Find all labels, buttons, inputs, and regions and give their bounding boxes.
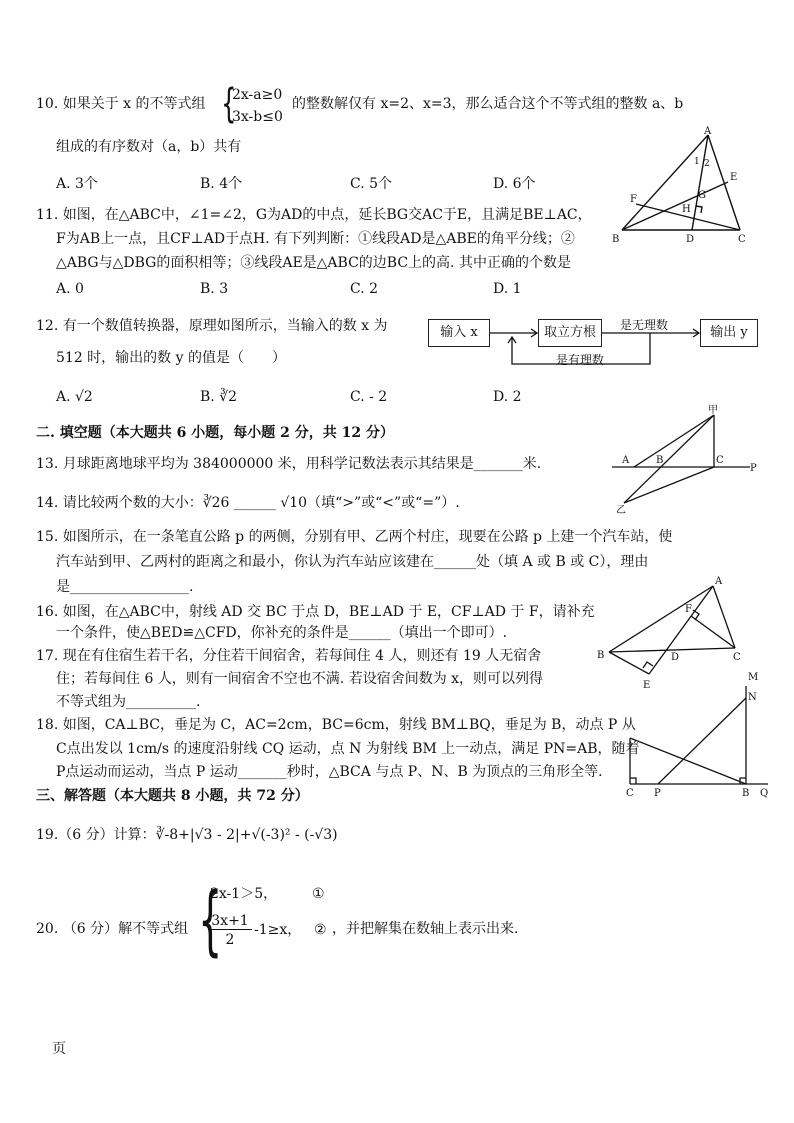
q10-ineq-1: 2x-a≥0: [232, 87, 283, 103]
q11-label-b: B: [612, 234, 620, 245]
q10-option-a: A. 3个: [56, 176, 98, 192]
flow-rational-label: 是有理数: [556, 353, 605, 367]
flow-output-box: 输出 y: [700, 319, 758, 347]
q20-mark-2: ②: [314, 922, 327, 938]
q18-label-m: M: [748, 672, 759, 683]
q16-label-c: C: [733, 652, 741, 663]
q12-option-d: D. 2: [493, 389, 522, 405]
q15-label-yi: 乙: [616, 505, 626, 516]
q18-label-b: B: [742, 788, 750, 799]
q10-brace: {: [221, 81, 237, 127]
q10-option-b: B. 4个: [200, 176, 243, 192]
q10-prefix: 10. 如果关于 x 的不等式组: [36, 96, 206, 112]
q11-label-1: 1: [694, 157, 700, 167]
q20-fraction-denominator: 2: [225, 932, 235, 948]
q10-ineq-2: 3x-b≤0: [232, 109, 283, 125]
q11-option-a: A. 0: [56, 281, 84, 297]
q10-option-c: C. 5个: [350, 176, 393, 192]
q20-brace: {: [198, 875, 223, 964]
q11-option-d: D. 1: [493, 281, 522, 297]
q18-label-c: C: [626, 788, 634, 799]
q11-label-h: H: [682, 204, 691, 215]
q11-label-f: F: [630, 194, 637, 205]
q16-line1: 16. 如图，在△ABC中，射线 AD 交 BC 于点 D，BE⊥AD 于 E，CF⊥AD 于 F，请补充: [36, 604, 595, 620]
section-3-heading: 三、解答题（本大题共 8 小题，共 72 分）: [36, 788, 309, 804]
q10-option-d: D. 6个: [493, 176, 536, 192]
q12-line1: 12. 有一个数值转换器，原理如图所示，当输入的数 x 为: [36, 318, 388, 334]
q13-text: 13. 月球距离地球平均为 384000000 米，用科学记数法表示其结果是_______米.: [36, 456, 542, 472]
q17-line1: 17. 现在有住宿生若干名，分住若干间宿舍，若每间住 4 人，则还有 19 人无宿舍: [36, 648, 542, 664]
flow-process-box: 取立方根: [538, 319, 602, 347]
q15-line1: 15. 如图所示，在一条笔直公路 p 的两侧，分别有甲、乙两个村庄，现要在公路 p 上建一个汽车站，使: [36, 529, 673, 545]
q18-label-n: N: [748, 692, 757, 703]
flow-input-box: 输入 x: [428, 319, 490, 347]
flow-irrational-label: 是无理数: [620, 318, 669, 332]
q18-label-p: P: [654, 788, 661, 799]
q15-label-b: B: [656, 455, 664, 466]
q20-suffix: ，并把解集在数轴上表示出来.: [332, 921, 519, 937]
q16-label-f: F: [685, 604, 692, 615]
q15-label-jia: 甲: [708, 405, 718, 416]
q20-prefix: 20. （6 分）解不等式组: [36, 921, 189, 937]
q11-option-b: B. 3: [200, 281, 229, 297]
q15-line2: 汽车站到甲、乙两村的距离之和最小，你认为汽车站应该建在______处（填 A 或 B 或 C），理由: [56, 554, 649, 570]
q18-line2: C点出发以 1cm/s 的速度沿射线 CQ 运动，点 N 为射线 BM 上一动点，满足 PN=AB，随着: [56, 741, 640, 757]
q11-line3: △ABG与△DBG的面积相等；③线段AE是△ABC的边BC上的高. 其中正确的个数是: [56, 255, 571, 271]
q14-text: 14. 请比较两个数的大小：∛26 ______ √10（填“>”或“<”或“=”）.: [36, 495, 460, 511]
q11-option-c: C. 2: [350, 281, 379, 297]
q16-line2: 一个条件，使△BED≌△CFD，你补充的条件是______（填出一个即可）.: [56, 625, 508, 641]
q10-suffix: 的整数解仅有 x=2、x=3，那么适合这个不等式组的整数 a、b: [292, 96, 684, 112]
q20-mark-1: ①: [312, 886, 325, 902]
q11-line1: 11. 如图，在△ABC中，∠1=∠2，G为AD的中点，延长BG交AC于E，且满足BE⊥AC，: [36, 207, 592, 223]
page-footer: 页: [52, 1041, 66, 1057]
q12-option-b: B. ∛2: [200, 389, 238, 405]
q10-line2: 组成的有序数对（a，b）共有: [56, 139, 242, 155]
q11-label-e: E: [730, 172, 738, 183]
q15-label-c: C: [716, 455, 724, 466]
q20-ineq-1: 2x-1＞5，: [210, 886, 278, 902]
q11-label-d: D: [686, 234, 695, 245]
q19-text: 19.（6 分）计算：∛-8+|√3 - 2|+√(-3)² - (-√3): [36, 827, 338, 843]
q18-line1: 18. 如图，CA⊥BC，垂足为 C，AC=2cm，BC=6cm，射线 BM⊥BQ，垂足为 B，动点 P 从: [36, 717, 636, 733]
q12-option-c: C. - 2: [350, 389, 388, 405]
q11-label-g: G: [698, 190, 706, 201]
q18-right-angle-figure: [622, 672, 772, 802]
q16-label-e: E: [643, 680, 651, 691]
q18-line3: P点运动而运动，当点 P 运动_______秒时，△BCA 与点 P、N、B 为顶点的三角形全等.: [56, 764, 603, 780]
q18-label-q: Q: [760, 788, 769, 799]
q15-line3: 是_________________.: [56, 579, 194, 595]
q15-label-p: P: [750, 463, 757, 474]
q20-ineq-2-tail: -1≥x，: [254, 922, 302, 938]
section-2-heading: 二. 填空题（本大题共 6 小题，每小题 2 分，共 12 分）: [36, 425, 394, 441]
q17-line3: 不等式组为__________.: [56, 694, 201, 710]
q11-line2: F为AB上一点，且CF⊥AD于点H. 有下列判断：①线段AD是△ABE的角平分线；②: [56, 231, 575, 247]
q16-label-d: D: [671, 652, 680, 663]
q16-label-b: B: [597, 650, 605, 661]
q20-fraction-numerator: 3x+1: [208, 913, 252, 930]
q11-label-2: 2: [704, 159, 710, 169]
q12-line2: 512 时，输出的数 y 的值是（ ）: [56, 350, 286, 366]
q15-road-figure: [610, 405, 760, 515]
q12-option-a: A. √2: [56, 389, 93, 405]
q11-label-a: A: [704, 126, 712, 137]
q16-label-a: A: [715, 576, 723, 587]
q17-line2: 住；若每间住 6 人，则有一间宿舍不空也不满. 若设宿舍间数为 x，则可以列得: [56, 671, 544, 687]
q15-label-a: A: [622, 455, 630, 466]
q11-label-c: C: [738, 234, 746, 245]
